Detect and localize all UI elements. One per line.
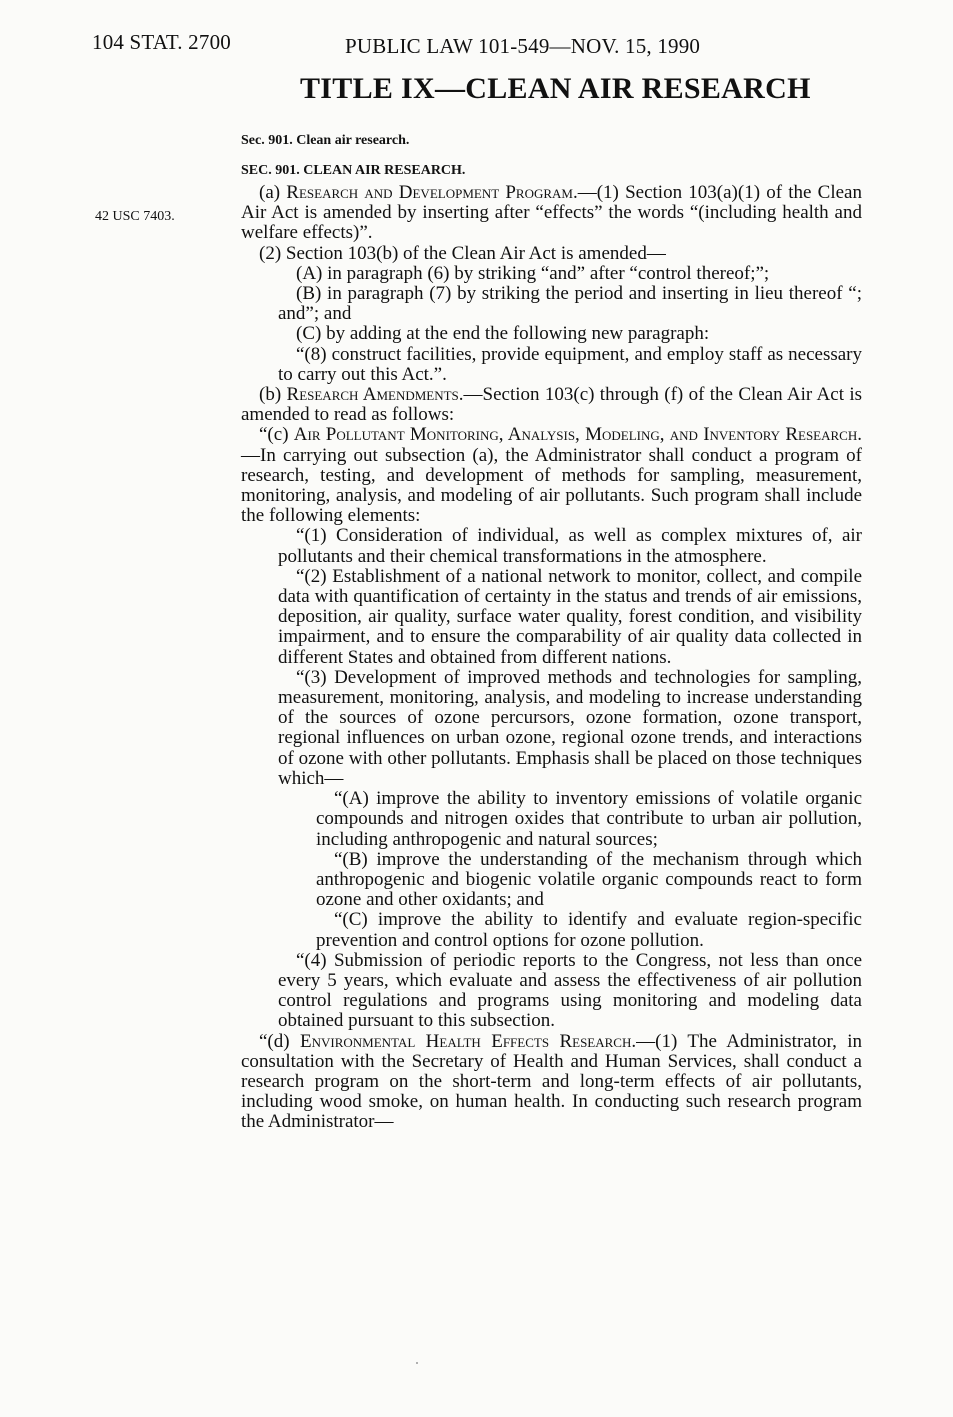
paragraph-a2B: (B) in paragraph (7) by striking the period and inserting in lieu thereof “; and”; and xyxy=(278,283,862,325)
page-title: TITLE IX—CLEAN AIR RESEARCH xyxy=(300,72,811,105)
paragraph-d xyxy=(241,1032,862,1133)
paragraph-heading: Research Amendments. xyxy=(286,384,464,406)
paragraph-label: “(d) xyxy=(259,1030,300,1052)
paragraph-label: “(c) xyxy=(259,424,294,446)
paragraph-text: —In carrying out subsection (a), the Administrator shall conduct a program of research, testing, and development of methods for sampling, measurement, monitoring, analysis, and modeling of air pollutants. Such program shall include the following elements: xyxy=(241,444,862,527)
paragraph-a2C8: “(8) construct facilities, provide equipment, and employ staff as necessary to carry out this Act.”. xyxy=(278,343,862,385)
paragraph-a xyxy=(241,183,862,244)
paragraph-c3C: “(C) improve the ability to identify and evaluate region-specific prevention and control options for ozone pollution. xyxy=(316,909,862,951)
paragraph-a2C: (C) by adding at the end the following new paragraph: xyxy=(296,323,710,345)
table-of-contents-entry: Sec. 901. Clean air research. xyxy=(241,133,410,148)
paragraph-c xyxy=(241,425,862,526)
paragraph-c2: “(2) Establishment of a national network to monitor, collect, and compile data with quantification of certainty in the status and trends of air emissions, deposition, air quality, surface water quality, forest condition, and visibility impairment, and to ensure the comparability of air quality data collected in different States and obtained from different nations. xyxy=(278,565,862,668)
paragraph-label: (b) xyxy=(259,384,287,406)
paragraph-c4: “(4) Submission of periodic reports to the Congress, not less than once every 5 years, which evaluate and assess the effectiveness of air pollution control regulations and programs using monitoring and modeling data obtained pursuant to this subsection. xyxy=(278,949,862,1032)
paragraph-label: (a) xyxy=(259,182,287,203)
paragraph-c1: “(1) Consideration of individual, as well as complex mixtures of, air pollutants and their chemical transformations in the atmosphere. xyxy=(278,525,862,567)
margin-citation: 42 USC 7403. xyxy=(95,209,175,224)
paragraph-c3: “(3) Development of improved methods and technologies for sampling, measurement, monitoring, analysis, and modeling to increase understanding of the sources of ozone percursors, ozone formation, ozone transport, regional influences on urban ozone, regional ozone trends, and interactions of ozone with other pollutants. Emphasis shall be placed on those techniques which— xyxy=(278,666,862,789)
section-body xyxy=(241,183,862,1133)
paragraph-heading: Environmental Health Effects Research. xyxy=(300,1030,637,1052)
paragraph-b xyxy=(241,385,862,425)
scan-speck xyxy=(416,1362,418,1364)
paragraph-a2: (2) Section 103(b) of the Clean Air Act is amended— xyxy=(259,242,666,264)
paragraph-c3B: “(B) improve the understanding of the mechanism through which anthropogenic and biogenic volatile organic compounds react to form ozone and other oxidants; and xyxy=(316,848,862,911)
paragraph-text: —Section 103(c) through (f) of the Clean Air Act is amended to read as follows: xyxy=(241,384,863,426)
paragraph-c3A: “(A) improve the ability to inventory emissions of volatile organic compounds and nitrogen oxides that contribute to urban air pollution, including anthropogenic and natural sources; xyxy=(316,788,862,850)
paragraph-heading: Research and Development Program. xyxy=(286,182,578,203)
section-heading: SEC. 901. CLEAN AIR RESEARCH. xyxy=(241,163,466,178)
paragraph-text: —(1) The Administrator, in consultation with the Secretary of Health and Human Services, shall conduct a research program on the short-term and long-term effects of air pollutants, including wood smoke, on human health. In conducting such research program the Administrator— xyxy=(241,1030,863,1133)
public-law-header: PUBLIC LAW 101-549—NOV. 15, 1990 xyxy=(345,34,701,58)
paragraph-text: —(1) Section 103(a)(1) of the Clean Air Act is amended by inserting after “effects” the words “(including health and welfare effects)”. xyxy=(241,182,862,244)
paragraph-heading: Air Pollutant Monitoring, Analysis, Modeling, and Inventory Research. xyxy=(293,424,862,446)
paragraph-a2A: (A) in paragraph (6) by striking “and” after “control thereof;”; xyxy=(296,262,770,284)
stat-citation: 104 STAT. 2700 xyxy=(92,30,231,54)
